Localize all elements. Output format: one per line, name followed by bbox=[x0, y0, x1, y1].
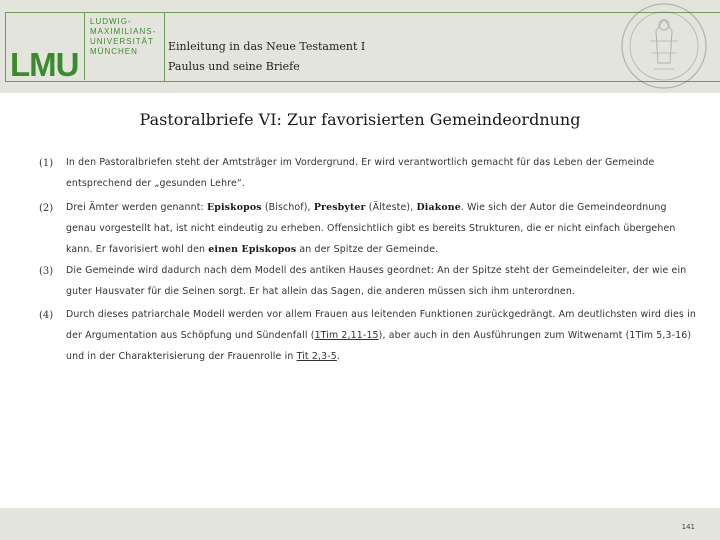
item-text: Die Gemeinde wird dadurch nach dem Modell des antiken Hauses geordnet: An der Spitze steht der Gemeindeleiter, der wie ein guter Hausvater für die Seinen sorgt. Er hat allein das Sagen, die anderen müssen sich ihm unterordnen. bbox=[66, 265, 687, 297]
bible-reference-link[interactable]: 1Tim 2,11-15 bbox=[314, 329, 379, 341]
logo-line: MÜNCHEN bbox=[90, 47, 138, 56]
logo-divider bbox=[84, 12, 85, 80]
logo-wordmark: LMU bbox=[10, 46, 79, 83]
course-title: Einleitung in das Neue Testament I bbox=[168, 40, 366, 53]
course-subtitle: Paulus und seine Briefe bbox=[168, 60, 300, 73]
logo-line: LUDWIG- bbox=[90, 17, 132, 26]
logo-line: UNIVERSITÄT bbox=[90, 37, 154, 46]
item-number: (1) bbox=[39, 158, 54, 169]
item-number: (2) bbox=[39, 203, 54, 214]
item-text: Durch dieses patriarchale Modell werden vor allem Frauen aus leitenden Funktionen zurückgedrängt. Am deutlichsten wird dies in der Argumentation aus Schöpfung und Sündenfall (1Tim 2,11-15), aber auch in den Ausführungen zum Witwenamt (1Tim 5,3-16) und in der Charakterisierung der Frauenrolle in Tit 2,3-5. bbox=[66, 309, 696, 362]
item-text: In den Pastoralbriefen steht der Amtsträger im Vordergrund. Er wird verantwortlich gemacht für das Leben der Gemeinde entsprechend der „gesunden Lehre“. bbox=[66, 157, 655, 189]
logo-line: MAXIMILIANS- bbox=[90, 27, 157, 36]
item-number: (3) bbox=[39, 266, 54, 277]
item-number: (4) bbox=[39, 310, 54, 321]
page-number: 141 bbox=[681, 523, 695, 531]
university-seal-icon bbox=[614, 1, 714, 91]
bible-reference-link[interactable]: Tit 2,3-5 bbox=[296, 350, 337, 362]
term-diakone: Diakone bbox=[416, 202, 461, 213]
item-text: Drei Ämter werden genannt: Episkopos (Bischof), Presbyter (Älteste), Diakone. Wie sich der Autor die Gemeindeordnung genau vorgestellt hat, ist nicht eindeutig zu erheben. Offensichtlich gibt es bereits Strukturen, die er nicht einfach übergehen kann. Er favorisiert wohl den einen Episkopos an der Spitze der Gemeinde. bbox=[66, 202, 676, 255]
slide-title: Pastoralbriefe VI: Zur favorisierten Gemeindeordnung bbox=[139, 110, 581, 129]
logo-university-name bbox=[90, 17, 156, 57]
footer-bar bbox=[0, 508, 720, 540]
term-presbyter: Presbyter bbox=[313, 202, 366, 213]
term-episkopos: Episkopos bbox=[206, 202, 262, 213]
term-einen-episkopos: einen Episkopos bbox=[208, 243, 297, 255]
